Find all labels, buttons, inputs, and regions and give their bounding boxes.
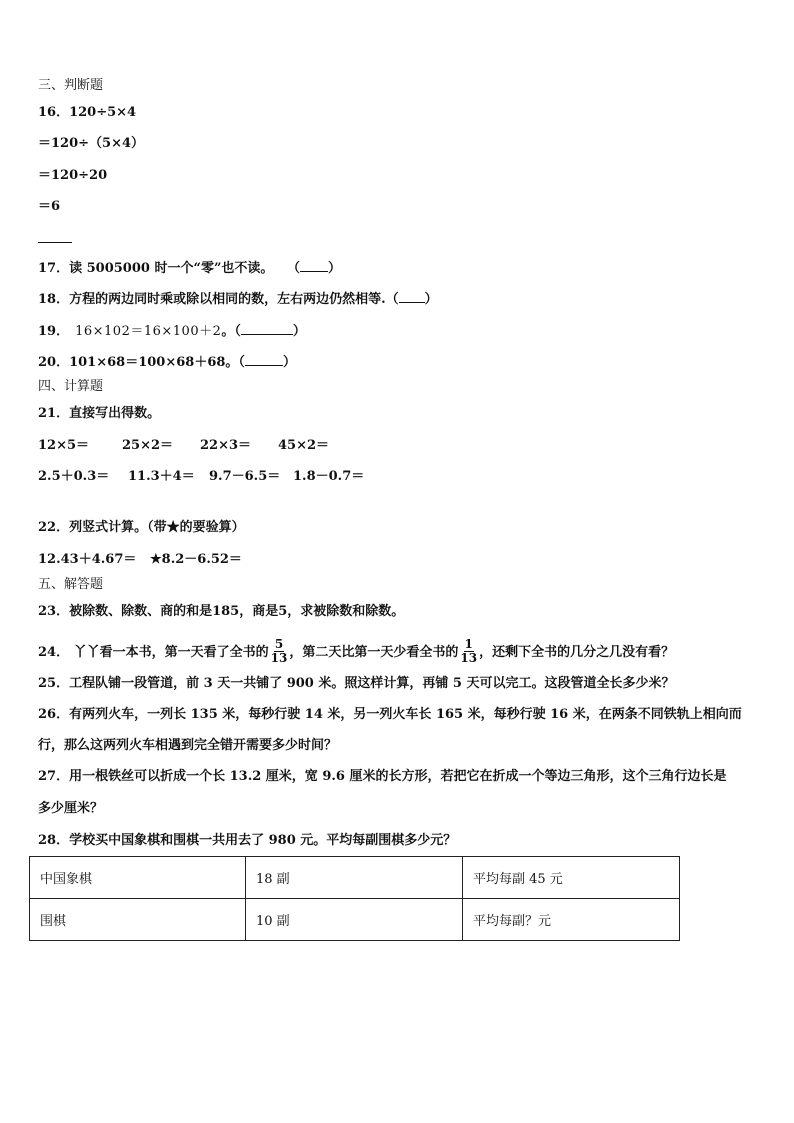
fraction-denominator: 13: [270, 651, 288, 665]
question-18: [38, 290, 438, 309]
q16-line-4: ＝6: [38, 199, 61, 214]
calc-item: 9.7－6.5＝: [209, 469, 281, 484]
question-number: 16．: [38, 105, 70, 120]
question-number: 17．: [38, 261, 70, 276]
question-16: [38, 104, 136, 122]
question-text: 直接写出得数。: [69, 406, 161, 421]
calc-item: 45×2＝: [278, 438, 330, 453]
table-cell: 平均每副？元: [463, 899, 680, 941]
table-cell: 平均每副 45 元: [463, 857, 680, 899]
answer-line: [38, 242, 72, 243]
section-4-title: 四、计算题: [38, 379, 104, 394]
fraction-numerator: 1: [464, 637, 473, 651]
question-number: 25．: [38, 676, 70, 691]
answer-blank[interactable]: [245, 353, 283, 366]
paren-close: ）: [292, 324, 306, 339]
question-number: 23．: [38, 604, 70, 619]
calc-item: 11.3＋4＝: [128, 469, 195, 484]
calc-item: 1.8－0.7＝: [293, 469, 365, 484]
calc-item: 25×2＝: [122, 438, 174, 453]
fraction-numerator: 5: [274, 637, 284, 651]
calc-item: 2.5＋0.3＝: [38, 469, 110, 484]
question-number: 24．: [38, 645, 70, 660]
question-17: [38, 259, 341, 278]
q16-line-1: 120÷5×4: [69, 105, 137, 120]
paren-close: ）: [328, 261, 342, 276]
question-text: 用一根铁丝可以折成一个长 13.2 厘米，宽 9.6 厘米的长方形，若把它在折成一个等边三角形，这个三角行边长是: [69, 769, 727, 784]
question-text: 学校买中国象棋和围棋一共用去了 980 元。平均每副围棋多少元？: [69, 833, 457, 848]
paren-open: （: [385, 292, 399, 307]
question-27: [38, 768, 726, 786]
question-number: 27．: [38, 769, 70, 784]
fraction: [270, 638, 289, 665]
question-23: [38, 603, 404, 621]
section-3-title: 三、判断题: [38, 78, 104, 93]
table-cell: 10 副: [246, 899, 463, 941]
calc-item: 12.43＋4.67＝: [38, 552, 137, 567]
question-text: 工程队铺一段管道，前 3 天一共铺了 900 米。照这样计算，再铺 5 天可以完工。这段管道全长多少米？: [69, 676, 675, 691]
question-number: 20．: [38, 355, 70, 370]
answer-blank[interactable]: [241, 322, 293, 335]
question-text: ，第二天比第一天少看全书的: [289, 645, 459, 660]
question-24: [38, 639, 674, 666]
q27-line-2: 多少厘米？: [38, 801, 104, 816]
question-text: 被除数、除数、商的和是185，商是5，求被除数和除数。: [69, 604, 405, 619]
answer-blank[interactable]: [300, 259, 328, 272]
question-text: 方程的两边同时乘或除以相同的数，左右两边仍然相等.: [69, 292, 386, 307]
math-expression: 16×102＝16×100＋2: [75, 324, 222, 339]
q16-line-2: ＝120÷（5×4）: [38, 136, 145, 151]
fraction-denominator: 13: [460, 651, 478, 665]
question-25: [38, 675, 674, 693]
table-row: [30, 899, 680, 941]
question-text: 列竖式计算。（带★的要验算）: [69, 520, 245, 535]
question-text: ，还剩下全书的几分之几没有看？: [479, 645, 675, 660]
question-text: 读 5005000 时一个“零”也不读。: [69, 261, 274, 276]
question-number: 18．: [38, 292, 70, 307]
paren-open: （: [287, 261, 301, 276]
q26-line-2: 行，那么这两列火车相遇到完全错开需要多少时间？: [38, 738, 338, 753]
fraction: [459, 638, 478, 665]
paren-close: ）: [282, 355, 296, 370]
question-text: 有两列火车，一列长 135 米，每秒行驶 14 米，另一列火车长 165 米，每秒行驶 16 米，在两条不同铁轨上相向而: [69, 707, 742, 722]
question-20: [38, 353, 296, 372]
calc-item: 12×5＝: [38, 438, 90, 453]
question-text: 丫丫看一本书，第一天看了全书的: [73, 645, 269, 660]
table-row: [30, 857, 680, 899]
question-number: 22．: [38, 520, 70, 535]
question-number: 21．: [38, 406, 70, 421]
question-28: [38, 832, 456, 850]
question-19: [38, 322, 306, 341]
question-text: 。（: [221, 324, 241, 339]
q28-table: [29, 856, 680, 941]
question-number: 28．: [38, 833, 70, 848]
question-number: 26．: [38, 707, 70, 722]
question-number: 19．: [38, 324, 70, 339]
answer-blank[interactable]: [399, 290, 425, 303]
paren-close: ）: [424, 292, 438, 307]
question-22: [38, 519, 245, 537]
table-cell: 围棋: [30, 899, 246, 941]
table-cell: 中国象棋: [30, 857, 246, 899]
question-text: 101×68＝100×68＋68。（: [69, 355, 245, 370]
q16-line-3: ＝120÷20: [38, 168, 108, 183]
section-5-title: 五、解答题: [38, 577, 104, 592]
calc-item: ★8.2－6.52＝: [150, 552, 242, 567]
question-21: [38, 405, 160, 423]
calc-item: 22×3＝: [200, 438, 252, 453]
question-26: [38, 706, 742, 724]
table-cell: 18 副: [246, 857, 463, 899]
